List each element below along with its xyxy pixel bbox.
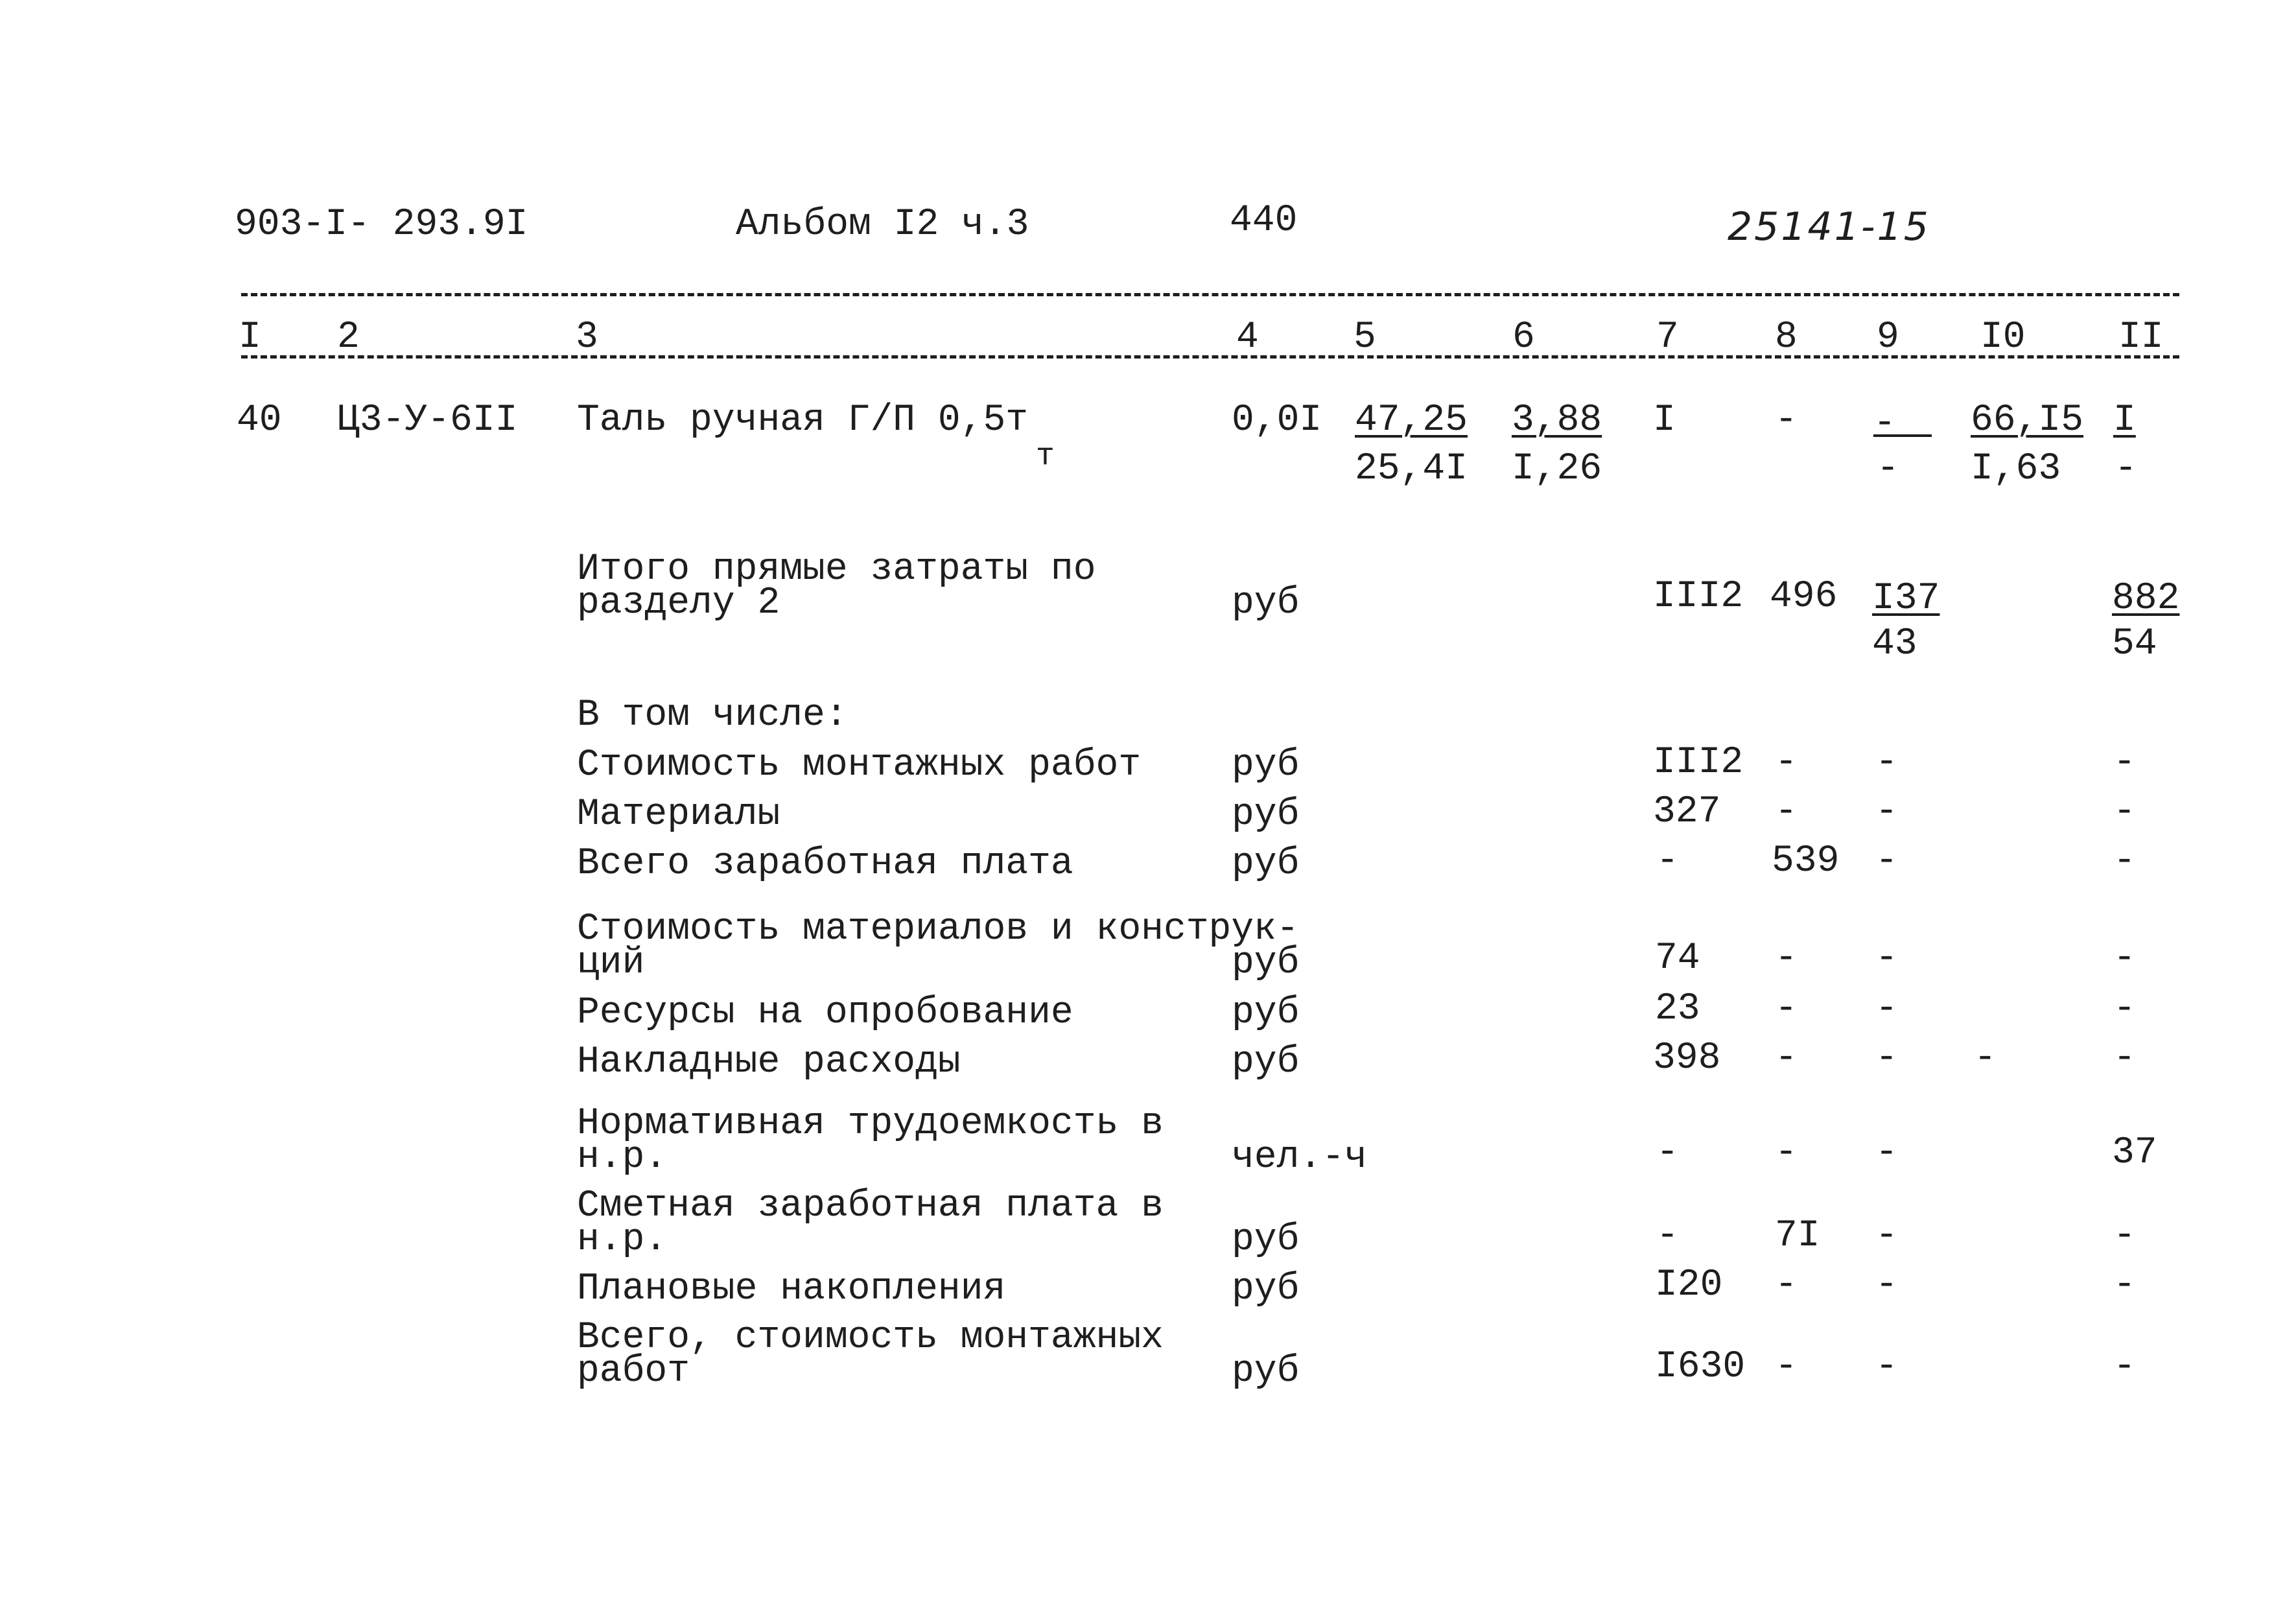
row-label: Всего заработная плата <box>577 843 1073 885</box>
row-c8: - <box>1775 1346 1798 1388</box>
row-c9: - <box>1875 937 1898 980</box>
item-name: Таль ручная Г/П 0,5т <box>577 399 1029 441</box>
row-c9: - <box>1875 791 1898 833</box>
col-num-7: 7 <box>1656 316 1679 359</box>
row-c7: - <box>1656 1215 1679 1257</box>
row-c11: - <box>2113 840 2136 882</box>
row-c9: - <box>1875 742 1898 784</box>
row-c11: - <box>2113 1037 2136 1079</box>
row-c11: - <box>2113 1215 2136 1257</box>
row-label: Сметная заработная плата в <box>577 1185 1164 1227</box>
row-c7: - <box>1656 1132 1679 1174</box>
row-unit: руб <box>1232 1219 1300 1261</box>
item-c9-top: - <box>1873 405 1932 437</box>
row-c11: 37 <box>2112 1132 2157 1174</box>
col-num-5: 5 <box>1353 316 1376 359</box>
row-c11: - <box>2113 742 2136 784</box>
row-c9: - <box>1875 988 1898 1030</box>
row-unit: руб <box>1232 992 1300 1034</box>
row-c7: I630 <box>1655 1346 1746 1388</box>
row-c8: - <box>1775 742 1798 784</box>
item-c9-bottom: - <box>1877 448 1899 490</box>
item-c6-top: 3,88 <box>1512 399 1602 441</box>
row-label-line2: н.р. <box>577 1219 668 1261</box>
page-number: 440 <box>1230 200 1298 242</box>
row-unit: руб <box>1232 1350 1300 1393</box>
row-label-line2: ций <box>577 942 645 984</box>
col-num-1: I <box>239 316 261 359</box>
row-unit: руб <box>1232 1268 1300 1310</box>
total-label-line1: Итого прямые затраты по <box>577 548 1096 591</box>
total-unit: руб <box>1232 582 1300 624</box>
handwritten-number: 25141-15 <box>1728 204 1930 250</box>
row-unit: руб <box>1232 1041 1300 1083</box>
total-c8: 496 <box>1770 576 1838 618</box>
row-label-line2: работ <box>577 1350 690 1393</box>
row-c11: - <box>2113 791 2136 833</box>
row-c10: - <box>1974 1037 1997 1079</box>
row-c8: - <box>1775 1264 1798 1306</box>
row-c9: - <box>1875 1264 1898 1306</box>
row-c9: - <box>1875 1037 1898 1079</box>
column-number-separator <box>241 355 2179 359</box>
row-c7: 23 <box>1655 988 1700 1030</box>
row-label: Материалы <box>577 794 780 836</box>
col-num-11: II <box>2118 316 2164 359</box>
row-c9: - <box>1875 1215 1898 1257</box>
row-unit: руб <box>1232 794 1300 836</box>
col-num-3: 3 <box>576 316 598 359</box>
total-c11-top: 882 <box>2112 578 2180 620</box>
row-c8: - <box>1775 791 1798 833</box>
row-label: Стоимость монтажных работ <box>577 744 1142 786</box>
item-c6-bottom: I,26 <box>1512 448 1602 490</box>
item-c7: I <box>1653 399 1676 441</box>
row-c8: - <box>1775 988 1798 1030</box>
item-code: Ц3-У-6II <box>337 399 518 441</box>
row-c8: - <box>1775 1037 1798 1079</box>
row-c11: - <box>2113 988 2136 1030</box>
row-c8: 7I <box>1775 1215 1820 1257</box>
row-label: Нормативная трудоемкость в <box>577 1103 1164 1145</box>
row-c9: - <box>1875 840 1898 882</box>
album-label: Альбом I2 ч.3 <box>736 204 1029 246</box>
row-c11: - <box>2113 1346 2136 1388</box>
row-c9: - <box>1875 1346 1898 1388</box>
item-c5-bottom: 25,4I <box>1355 448 1468 490</box>
col-num-4: 4 <box>1236 316 1259 359</box>
row-c8: - <box>1775 937 1798 980</box>
total-c7: III2 <box>1653 576 1744 618</box>
col-num-10: I0 <box>1980 316 2026 359</box>
row-c7: 327 <box>1653 791 1721 833</box>
row-unit: чел.-ч <box>1232 1136 1367 1179</box>
item-c5-top: 47,25 <box>1355 399 1468 441</box>
item-qty: 0,0I <box>1232 399 1322 441</box>
total-c9-top: I37 <box>1872 578 1940 620</box>
row-label: Всего, стоимость монтажных <box>577 1317 1164 1359</box>
item-unit: т <box>1036 439 1055 474</box>
row-label: Плановые накопления <box>577 1268 1006 1310</box>
col-num-9: 9 <box>1877 316 1899 359</box>
row-unit: руб <box>1232 744 1300 786</box>
row-label: Стоимость материалов и конструк- <box>577 908 1299 950</box>
total-label-line2: разделу 2 <box>577 582 780 624</box>
row-label: Накладные расходы <box>577 1041 961 1083</box>
item-c10-top: 66,I5 <box>1971 399 2084 441</box>
item-c8: - <box>1775 399 1798 441</box>
total-c11-bottom: 54 <box>2112 623 2157 665</box>
row-c8: - <box>1775 1132 1798 1174</box>
project-code: 903-I- 293.9I <box>235 204 528 246</box>
col-num-8: 8 <box>1775 316 1798 359</box>
row-unit: руб <box>1232 843 1300 885</box>
row-c7: I20 <box>1655 1264 1723 1306</box>
row-c7: - <box>1656 840 1679 882</box>
including-label: В том числе: <box>577 694 848 736</box>
row-c11: - <box>2113 1264 2136 1306</box>
row-unit: руб <box>1232 942 1300 984</box>
row-c11: - <box>2113 937 2136 980</box>
col-num-2: 2 <box>337 316 360 359</box>
row-label-line2: н.р. <box>577 1136 668 1179</box>
row-c8: 539 <box>1772 840 1840 882</box>
row-c7: 398 <box>1653 1037 1721 1079</box>
header-separator <box>241 293 2179 296</box>
item-c11-bottom: - <box>2115 448 2137 490</box>
row-label: Ресурсы на опробование <box>577 992 1073 1034</box>
row-c7: III2 <box>1653 742 1744 784</box>
row-c7: 74 <box>1655 937 1700 980</box>
item-number: 40 <box>237 399 282 441</box>
item-c11-top: I <box>2113 399 2136 441</box>
item-c10-bottom: I,63 <box>1971 448 2061 490</box>
row-c9: - <box>1875 1132 1898 1174</box>
total-c9-bottom: 43 <box>1872 623 1917 665</box>
col-num-6: 6 <box>1512 316 1535 359</box>
